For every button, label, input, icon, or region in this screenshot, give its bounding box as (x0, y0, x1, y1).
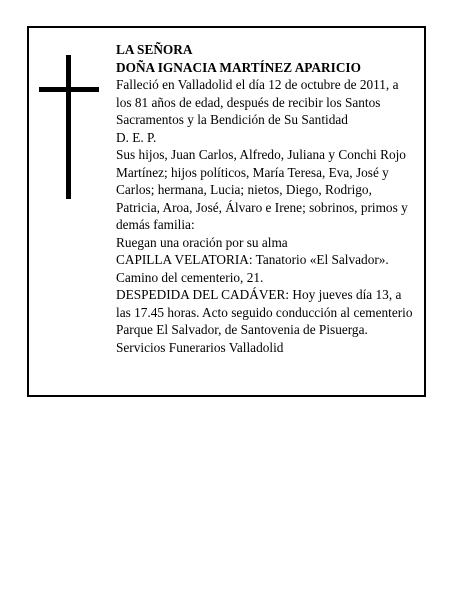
notice-line: Patricia, Aroa, José, Álvaro e Irene; sobrinos, primos y (116, 199, 408, 215)
notice-line: D. E. P. (116, 129, 157, 145)
cross-horizontal-bar (39, 87, 99, 92)
notice-line: los 81 años de edad, después de recibir los Santos (116, 94, 381, 110)
notice-text (116, 41, 428, 356)
cross-vertical-bar (66, 55, 71, 199)
notice-line: Camino del cementerio, 21. (116, 269, 264, 285)
obituary-notice (27, 26, 426, 397)
notice-line: DESPEDIDA DEL CADÁVER: Hoy jueves día 13, a (116, 287, 402, 302)
notice-line: Martínez; hijos políticos, María Teresa, Eva, José y (116, 164, 389, 180)
notice-line: demás familia: (116, 217, 195, 232)
notice-line: Sacramentos y la Bendición de Su Santidad (116, 112, 348, 127)
notice-line: CAPILLA VELATORIA: Tanatorio «El Salvador». (116, 252, 389, 267)
notice-line: las 17.45 horas. Acto seguido conducción al cementerio (116, 304, 413, 320)
notice-line: Parque El Salvador, de Santovenia de Pisuerga. (116, 322, 368, 337)
deceased-name: DOÑA IGNACIA MARTÍNEZ APARICIO (116, 59, 361, 75)
notice-line: Ruegan una oración por su alma (116, 234, 288, 250)
notice-line: Falleció en Valladolid el día 12 de octubre de 2011, a (116, 77, 399, 92)
notice-line: Sus hijos, Juan Carlos, Alfredo, Juliana y Conchi Rojo (116, 147, 406, 162)
cross-icon (39, 55, 99, 199)
notice-heading: LA SEÑORA (116, 42, 193, 57)
notice-line: Servicios Funerarios Valladolid (116, 339, 284, 355)
notice-line: Carlos; hermana, Lucia; nietos, Diego, Rodrigo, (116, 182, 372, 197)
